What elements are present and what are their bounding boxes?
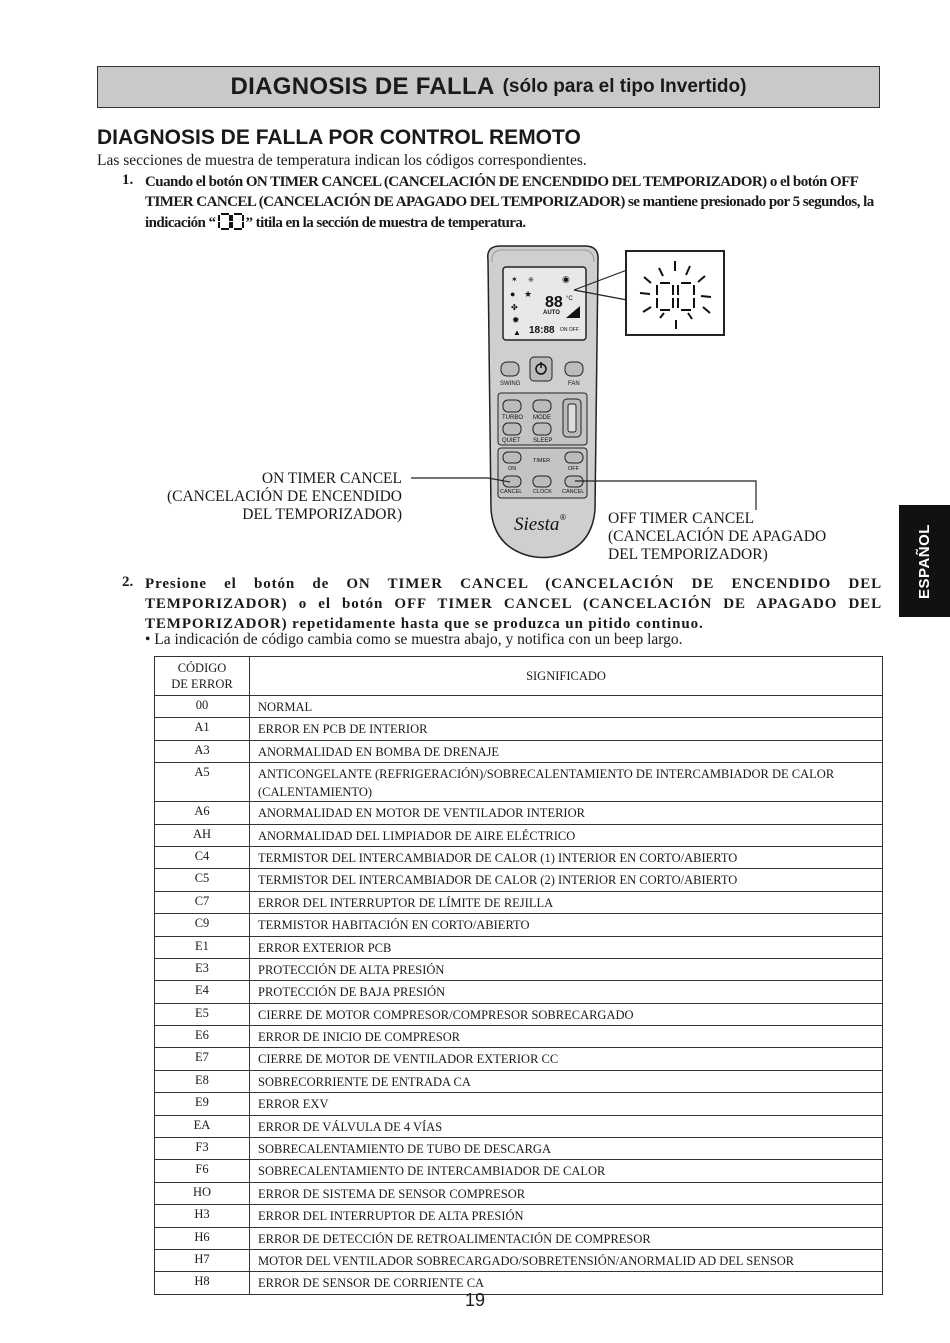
table-row [155,846,883,868]
error-meaning-cell: NORMAL [250,696,883,718]
error-code-cell: C9 [155,914,250,936]
error-meaning-cell: ANORMALIDAD EN MOTOR DE VENTILADOR INTERIOR [250,802,883,824]
error-meaning-cell: ERROR DEL INTERRUPTOR DE LÍMITE DE REJILLA [250,891,883,913]
error-table-body [155,696,883,1295]
btn-turbo-label: TURBO [502,415,523,421]
lcd-temp: 88 [545,294,563,311]
on-callout-line3: DEL TEMPORIZADOR) [242,506,402,523]
btn-cancel-right-label: CANCEL [562,489,585,495]
error-meaning-cell: ERROR DE SISTEMA DE SENSOR COMPRESOR [250,1182,883,1204]
error-meaning-cell: SOBRECALENTAMIENTO DE INTERCAMBIADOR DE CALOR [250,1160,883,1182]
error-code-cell: C7 [155,891,250,913]
svg-text:★: ★ [524,289,533,299]
table-row [155,1205,883,1227]
table-row [155,1115,883,1137]
remote-brand-mark: ® [560,513,566,522]
error-meaning-cell: ANORMALIDAD DEL LIMPIADOR DE AIRE ELÉCTRICO [250,824,883,846]
table-row [155,869,883,891]
error-code-cell: E9 [155,1093,250,1115]
error-code-cell: E7 [155,1048,250,1070]
remote-brand: Siesta [514,514,560,535]
table-row [155,1182,883,1204]
error-code-cell: F6 [155,1160,250,1182]
btn-on-label: ON [508,466,517,472]
step-2 [122,574,882,634]
table-row [155,696,883,718]
btn-timer-label: TIMER [533,458,551,464]
header-code-line2: DE ERROR [171,677,233,691]
btn-off-label: OFF [568,466,579,472]
table-row [155,824,883,846]
table-row [155,740,883,762]
error-meaning-cell: PROTECCIÓN DE ALTA PRESIÓN [250,958,883,980]
off-callout-line3: DEL TEMPORIZADOR) [608,546,768,563]
on-timer-cancel-callout [167,470,402,524]
bullet-note: • La indicación de código cambia como se muestra abajo, y notifica con un beep largo. [145,631,683,648]
svg-text:✶: ✶ [511,275,518,284]
error-code-cell: A5 [155,763,250,802]
table-row [155,936,883,958]
error-meaning-cell: MOTOR DEL VENTILADOR SOBRECARGADO/SOBRETENSIÓN/ANORMALID AD DEL SENSOR [250,1249,883,1271]
table-row [155,914,883,936]
table-row [155,1249,883,1271]
error-meaning-cell: SOBRECORRIENTE DE ENTRADA CA [250,1070,883,1092]
btn-quiet-label: QUIET [502,438,521,444]
table-row [155,1003,883,1025]
lcd-unit: °C [566,296,573,302]
header-code [155,657,250,696]
error-code-cell: C5 [155,869,250,891]
off-timer-cancel-callout [608,510,826,564]
banner-title: DIAGNOSIS DE FALLA [230,73,495,100]
table-row [155,981,883,1003]
svg-text:✤: ✤ [511,303,518,312]
language-side-tab [899,505,950,617]
error-code-cell: A6 [155,802,250,824]
error-meaning-cell: PROTECCIÓN DE BAJA PRESIÓN [250,981,883,1003]
error-meaning-cell: SOBRECALENTAMIENTO DE TUBO DE DESCARGA [250,1138,883,1160]
error-meaning-cell: ANTICONGELANTE (REFRIGERACIÓN)/SOBRECALENTAMIENTO DE INTERCAMBIADOR DE CALOR (CALENTAMIENTO) [250,763,883,802]
on-callout-line1: ON TIMER CANCEL [261,470,402,487]
banner-subtitle: (sólo para el tipo Invertido) [502,76,747,97]
error-code-cell: E1 [155,936,250,958]
error-code-cell: H3 [155,1205,250,1227]
table-row [155,802,883,824]
btn-clock-label: CLOCK [533,489,552,495]
step-1-text-b: ” titila en la sección de muestra de temperatura. [245,215,526,231]
off-callout-line1: OFF TIMER CANCEL [608,510,755,527]
error-meaning-cell: ERROR EN PCB DE INTERIOR [250,718,883,740]
lcd-auto: AUTO [543,310,560,316]
section-title: DIAGNOSIS DE FALLA POR CONTROL REMOTO [97,126,581,149]
step-1-number: 1. [122,172,134,188]
btn-cancel-left-label: CANCEL [500,489,523,495]
page-number: 19 [464,1290,486,1310]
error-meaning-cell: ANORMALIDAD EN BOMBA DE DRENAJE [250,740,883,762]
error-code-cell: A1 [155,718,250,740]
btn-sleep-label: SLEEP [533,438,553,444]
error-meaning-cell: ERROR DEL INTERRUPTOR DE ALTA PRESIÓN [250,1205,883,1227]
step-1 [122,172,882,233]
header-code-line1: CÓDIGO [177,661,227,675]
error-code-cell: H7 [155,1249,250,1271]
language-side-tab-label: ESPAÑOL [916,523,933,599]
error-meaning-cell: TERMISTOR HABITACIÓN EN CORTO/ABIERTO [250,914,883,936]
error-code-cell: E4 [155,981,250,1003]
on-callout-line2: (CANCELACIÓN DE ENCENDIDO [166,488,402,505]
table-row [155,1093,883,1115]
error-meaning-cell: TERMISTOR DEL INTERCAMBIADOR DE CALOR (1) INTERIOR EN CORTO/ABIERTO [250,846,883,868]
table-row [155,958,883,980]
table-row [155,763,883,802]
error-code-cell: H8 [155,1272,250,1294]
error-meaning-cell: CIERRE DE MOTOR COMPRESOR/COMPRESOR SOBRECARGADO [250,1003,883,1025]
off-callout-line2: (CANCELACIÓN DE APAGADO [608,528,827,545]
error-code-cell: C4 [155,846,250,868]
error-code-cell: EA [155,1115,250,1137]
error-code-cell: 00 [155,696,250,718]
step-2-text: Presione el botón de ON TIMER CANCEL (CANCELACIÓN DE ENCENDIDO DEL TEMPORIZADOR) o el botón OFF TIMER CANCEL (CANCELACIÓN DE APAGADO DEL TEMPORIZADOR) repetidamente hasta que se produzca un pitido continuo. [145,576,882,632]
error-code-cell: HO [155,1182,250,1204]
error-code-cell: A3 [155,740,250,762]
error-code-cell: AH [155,824,250,846]
error-code-cell: E5 [155,1003,250,1025]
table-row [155,1048,883,1070]
btn-mode-label: MODE [533,415,551,421]
table-row [155,1227,883,1249]
svg-text:▲: ▲ [513,328,521,337]
error-code-cell: H6 [155,1227,250,1249]
error-meaning-cell: ERROR DE INICIO DE COMPRESOR [250,1026,883,1048]
table-row [155,1138,883,1160]
error-meaning-cell: ERROR EXTERIOR PCB [250,936,883,958]
error-meaning-cell: ERROR DE VÁLVULA DE 4 VÍAS [250,1115,883,1137]
page-banner [97,66,880,108]
error-code-cell: E3 [155,958,250,980]
svg-text:※: ※ [528,277,534,284]
error-code-cell: E6 [155,1026,250,1048]
svg-text:●: ● [510,289,516,299]
error-code-cell: F3 [155,1138,250,1160]
svg-text:◉: ◉ [562,274,570,284]
btn-swing-label: SWING [500,381,521,387]
error-code-table [154,656,883,1295]
error-meaning-cell: CIERRE DE MOTOR DE VENTILADOR EXTERIOR CC [250,1048,883,1070]
table-row [155,718,883,740]
error-code-cell: E8 [155,1070,250,1092]
error-meaning-cell: ERROR DE DETECCIÓN DE RETROALIMENTACIÓN DE COMPRESOR [250,1227,883,1249]
btn-fan-label: FAN [568,381,580,387]
table-row [155,1160,883,1182]
error-meaning-cell: TERMISTOR DEL INTERCAMBIADOR DE CALOR (2) INTERIOR EN CORTO/ABIERTO [250,869,883,891]
blinking-code-glyph-icon [216,212,246,230]
table-row [155,1026,883,1048]
step-2-number: 2. [122,574,134,590]
lcd-onoff: ON OFF [560,327,579,333]
svg-text:✹: ✹ [512,315,520,325]
error-meaning-cell: ERROR EXV [250,1093,883,1115]
header-meaning: SIGNIFICADO [250,657,883,696]
table-row [155,1070,883,1092]
error-meaning-cell: ERROR DE SENSOR DE CORRIENTE CA [250,1272,883,1294]
step-1-text-a: Cuando el botón ON TIMER CANCEL (CANCELACIÓN DE ENCENDIDO DEL TEMPORIZADOR) o el botón OFF TIMER CANCEL (CANCELACIÓN DE APAGADO DEL TEMPORIZADOR) se mantiene presionado por 5 segundos, la indicación “ [145,174,874,231]
intro-text: Las secciones de muestra de temperatura indican los códigos correspondientes. [97,152,587,169]
table-row [155,891,883,913]
lcd-time: 18:88 [529,325,555,336]
